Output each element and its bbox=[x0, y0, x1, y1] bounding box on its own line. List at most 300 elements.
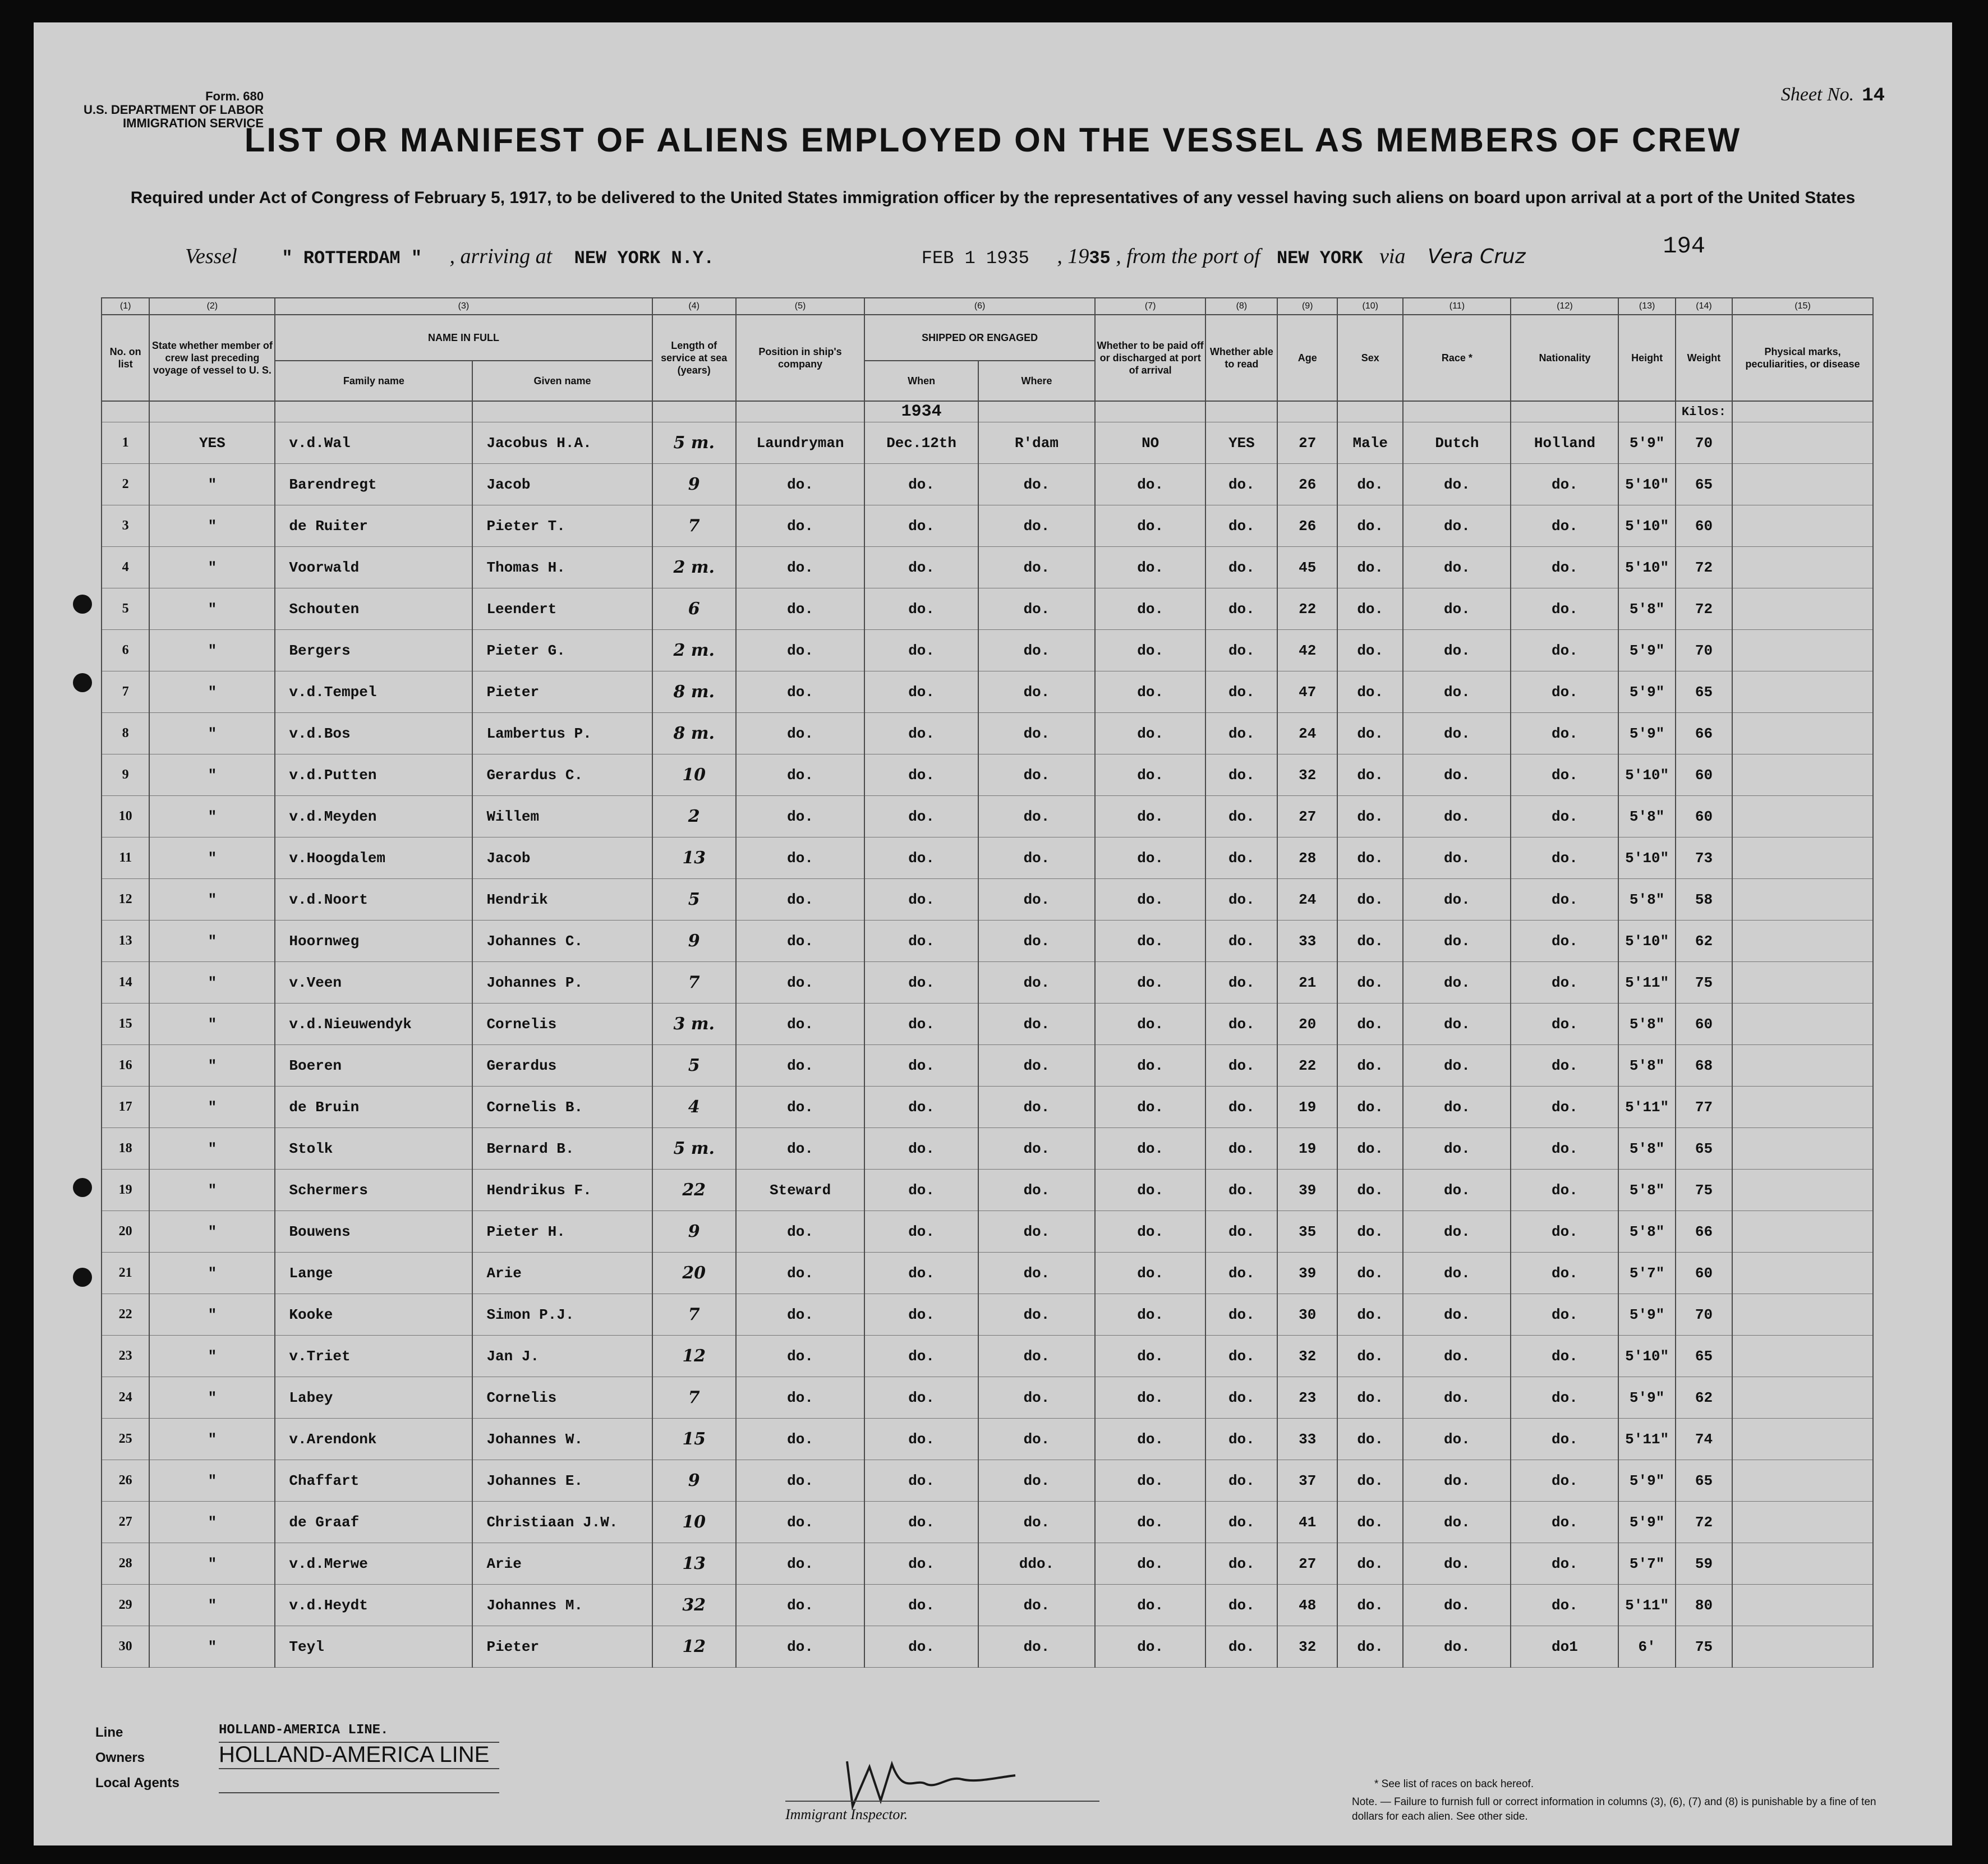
cell-family: Chaffart bbox=[275, 1460, 472, 1502]
cell-family: v.d.Tempel bbox=[275, 671, 472, 713]
cell-when: do. bbox=[864, 754, 978, 796]
cell-service: 22 bbox=[652, 1170, 736, 1211]
cell-no: 13 bbox=[102, 921, 149, 962]
cell-family: v.d.Wal bbox=[275, 422, 472, 464]
cell-physical bbox=[1732, 1253, 1873, 1294]
cell-no: 23 bbox=[102, 1336, 149, 1377]
crew-row bbox=[102, 464, 1873, 505]
crew-row bbox=[102, 1336, 1873, 1377]
cell-nationality: do1 bbox=[1511, 1626, 1618, 1668]
cell-when: do. bbox=[864, 796, 978, 837]
cell-physical bbox=[1732, 713, 1873, 754]
cell-read: do. bbox=[1205, 505, 1277, 547]
cell-when: do. bbox=[864, 630, 978, 671]
cell-service: 7 bbox=[652, 962, 736, 1004]
cell-age: 35 bbox=[1277, 1211, 1337, 1253]
cell-paid: do. bbox=[1095, 505, 1205, 547]
cell-sex: do. bbox=[1337, 1087, 1403, 1128]
cell-race: do. bbox=[1403, 1502, 1511, 1543]
cell-service: 7 bbox=[652, 1294, 736, 1336]
cell-read: do. bbox=[1205, 1087, 1277, 1128]
cell-read: do. bbox=[1205, 1585, 1277, 1626]
cell-where: do. bbox=[978, 1626, 1095, 1668]
cell-read: do. bbox=[1205, 547, 1277, 588]
cell-weight: 75 bbox=[1676, 1626, 1732, 1668]
cell-position: do. bbox=[736, 796, 864, 837]
cell-read: do. bbox=[1205, 754, 1277, 796]
cell-read: do. bbox=[1205, 1419, 1277, 1460]
crew-row bbox=[102, 754, 1873, 796]
cell-nationality: do. bbox=[1511, 1377, 1618, 1419]
cell-read: do. bbox=[1205, 1128, 1277, 1170]
cell-nationality: do. bbox=[1511, 754, 1618, 796]
cell-weight: 62 bbox=[1676, 1377, 1732, 1419]
agents-rule bbox=[219, 1792, 499, 1793]
cell-nationality: do. bbox=[1511, 1460, 1618, 1502]
cell-read: do. bbox=[1205, 962, 1277, 1004]
sheet-number bbox=[1781, 84, 1885, 107]
cell-member: " bbox=[149, 796, 275, 837]
cell-given: Christiaan J.W. bbox=[472, 1502, 652, 1543]
cell-position: do. bbox=[736, 1585, 864, 1626]
cell-where: do. bbox=[978, 1585, 1095, 1626]
crew-row bbox=[102, 1211, 1873, 1253]
cell-nationality: do. bbox=[1511, 630, 1618, 671]
cell-when: do. bbox=[864, 1170, 978, 1211]
cell-member: " bbox=[149, 879, 275, 921]
cell-nationality: do. bbox=[1511, 1170, 1618, 1211]
binder-hole bbox=[73, 673, 92, 692]
cell-weight: 70 bbox=[1676, 630, 1732, 671]
cell-read: do. bbox=[1205, 713, 1277, 754]
cell-where: do. bbox=[978, 1253, 1095, 1294]
cell-paid: do. bbox=[1095, 547, 1205, 588]
crew-table bbox=[101, 297, 1874, 1668]
cell-position: do. bbox=[736, 1045, 864, 1087]
cell-sex: do. bbox=[1337, 1460, 1403, 1502]
cell-where: do. bbox=[978, 1460, 1095, 1502]
cell-no: 5 bbox=[102, 588, 149, 630]
cell-nationality: do. bbox=[1511, 1004, 1618, 1045]
binder-hole bbox=[73, 1268, 92, 1287]
cell-family: Hoornweg bbox=[275, 921, 472, 962]
cell-read: do. bbox=[1205, 671, 1277, 713]
cell-sex: do. bbox=[1337, 796, 1403, 837]
cell-nationality: do. bbox=[1511, 1253, 1618, 1294]
cell-no: 16 bbox=[102, 1045, 149, 1087]
cell-race: do. bbox=[1403, 1585, 1511, 1626]
cell-when: do. bbox=[864, 1128, 978, 1170]
cell-where: ddo. bbox=[978, 1543, 1095, 1585]
vessel-name: " ROTTERDAM " bbox=[282, 248, 422, 269]
cell-member: " bbox=[149, 837, 275, 879]
cell-when: do. bbox=[864, 1294, 978, 1336]
cell-service: 7 bbox=[652, 1377, 736, 1419]
cell-member: " bbox=[149, 1004, 275, 1045]
cell-position: do. bbox=[736, 588, 864, 630]
cell-when: do. bbox=[864, 1626, 978, 1668]
cell-service: 13 bbox=[652, 837, 736, 879]
form-number: Form. 680 bbox=[205, 89, 264, 103]
cell-read: do. bbox=[1205, 1253, 1277, 1294]
cell-paid: do. bbox=[1095, 1585, 1205, 1626]
cell-race: do. bbox=[1403, 1087, 1511, 1128]
cell-position: do. bbox=[736, 921, 864, 962]
header-no: No. on list bbox=[102, 315, 149, 401]
cell-given: Johannes E. bbox=[472, 1460, 652, 1502]
cell-service: 7 bbox=[652, 505, 736, 547]
cell-position: do. bbox=[736, 505, 864, 547]
cell-service: 10 bbox=[652, 754, 736, 796]
cell-weight: 65 bbox=[1676, 671, 1732, 713]
cell-age: 33 bbox=[1277, 921, 1337, 962]
header-sex: Sex bbox=[1337, 315, 1403, 401]
cell-nationality: do. bbox=[1511, 713, 1618, 754]
cell-where: do. bbox=[978, 1336, 1095, 1377]
cell-given: Hendrik bbox=[472, 879, 652, 921]
cell-family: v.d.Putten bbox=[275, 754, 472, 796]
cell-race: do. bbox=[1403, 879, 1511, 921]
cell-service: 12 bbox=[652, 1336, 736, 1377]
cell-age: 32 bbox=[1277, 754, 1337, 796]
cell-family: Bouwens bbox=[275, 1211, 472, 1253]
cell-member: " bbox=[149, 1170, 275, 1211]
cell-height: 5'8" bbox=[1618, 1211, 1675, 1253]
agents-label: Local Agents bbox=[95, 1775, 180, 1791]
cell-where: do. bbox=[978, 879, 1095, 921]
cell-race: do. bbox=[1403, 1045, 1511, 1087]
cell-sex: do. bbox=[1337, 1004, 1403, 1045]
cell-no: 1 bbox=[102, 422, 149, 464]
cell-physical bbox=[1732, 921, 1873, 962]
cell-when: do. bbox=[864, 1543, 978, 1585]
header-read: Whether able to read bbox=[1205, 315, 1277, 401]
cell-read: do. bbox=[1205, 588, 1277, 630]
cell-physical bbox=[1732, 1585, 1873, 1626]
cell-age: 22 bbox=[1277, 1045, 1337, 1087]
cell-when: do. bbox=[864, 1502, 978, 1543]
cell-race: do. bbox=[1403, 1170, 1511, 1211]
cell-weight: 60 bbox=[1676, 754, 1732, 796]
cell-member: " bbox=[149, 962, 275, 1004]
arrival-date: FEB 1 1935 bbox=[921, 248, 1029, 269]
year-prefix: , 19 bbox=[1057, 245, 1089, 268]
manifest-sheet bbox=[34, 22, 1952, 1845]
cell-sex: do. bbox=[1337, 754, 1403, 796]
cell-no: 10 bbox=[102, 796, 149, 837]
cell-weight: 60 bbox=[1676, 505, 1732, 547]
cell-paid: do. bbox=[1095, 1460, 1205, 1502]
col-number: (6) bbox=[864, 298, 1095, 315]
cell-position: do. bbox=[736, 630, 864, 671]
unit-row bbox=[102, 401, 1873, 422]
cell-race: do. bbox=[1403, 1294, 1511, 1336]
service-name: IMMIGRATION SERVICE bbox=[123, 116, 264, 130]
line-label: Line bbox=[95, 1725, 123, 1740]
cell-height: 5'9" bbox=[1618, 630, 1675, 671]
cell-race: do. bbox=[1403, 1253, 1511, 1294]
cell-family: Voorwald bbox=[275, 547, 472, 588]
cell-race: do. bbox=[1403, 1460, 1511, 1502]
cell-physical bbox=[1732, 630, 1873, 671]
cell-given: Johannes M. bbox=[472, 1585, 652, 1626]
cell-when: do. bbox=[864, 547, 978, 588]
cell-weight: 75 bbox=[1676, 962, 1732, 1004]
cell-no: 2 bbox=[102, 464, 149, 505]
cell-nationality: do. bbox=[1511, 671, 1618, 713]
cell-physical bbox=[1732, 671, 1873, 713]
cell-position: do. bbox=[736, 837, 864, 879]
cell-race: do. bbox=[1403, 1211, 1511, 1253]
cell-height: 5'11" bbox=[1618, 1419, 1675, 1460]
cell-height: 5'10" bbox=[1618, 921, 1675, 962]
cell-age: 24 bbox=[1277, 879, 1337, 921]
cell-physical bbox=[1732, 1211, 1873, 1253]
cell-race: do. bbox=[1403, 1626, 1511, 1668]
cell-sex: Male bbox=[1337, 422, 1403, 464]
cell-nationality: Holland bbox=[1511, 422, 1618, 464]
page-title: LIST OR MANIFEST OF ALIENS EMPLOYED ON THE VESSEL AS MEMBERS OF CREW bbox=[244, 121, 1742, 159]
cell-age: 47 bbox=[1277, 671, 1337, 713]
cell-sex: do. bbox=[1337, 1377, 1403, 1419]
cell-given: Jan J. bbox=[472, 1336, 652, 1377]
cell-no: 18 bbox=[102, 1128, 149, 1170]
cell-paid: do. bbox=[1095, 1087, 1205, 1128]
cell-physical bbox=[1732, 796, 1873, 837]
cell-where: do. bbox=[978, 1211, 1095, 1253]
sheet-number-value: 14 bbox=[1862, 85, 1885, 107]
header-nationality: Nationality bbox=[1511, 315, 1618, 401]
cell-nationality: do. bbox=[1511, 962, 1618, 1004]
cell-physical bbox=[1732, 1460, 1873, 1502]
cell-member: " bbox=[149, 1502, 275, 1543]
cell-race: do. bbox=[1403, 796, 1511, 837]
cell-weight: 65 bbox=[1676, 464, 1732, 505]
cell-family: Boeren bbox=[275, 1045, 472, 1087]
cell-position: do. bbox=[736, 1253, 864, 1294]
cell-service: 6 bbox=[652, 588, 736, 630]
vessel-label: Vessel bbox=[185, 245, 237, 268]
cell-height: 5'10" bbox=[1618, 754, 1675, 796]
cell-where: do. bbox=[978, 464, 1095, 505]
cell-age: 24 bbox=[1277, 713, 1337, 754]
cell-age: 39 bbox=[1277, 1253, 1337, 1294]
cell-physical bbox=[1732, 837, 1873, 879]
cell-paid: do. bbox=[1095, 671, 1205, 713]
cell-paid: do. bbox=[1095, 1543, 1205, 1585]
cell-position: do. bbox=[736, 1377, 864, 1419]
cell-height: 5'9" bbox=[1618, 713, 1675, 754]
line-field bbox=[95, 1723, 389, 1741]
cell-given: Pieter G. bbox=[472, 630, 652, 671]
cell-height: 5'8" bbox=[1618, 879, 1675, 921]
cell-where: do. bbox=[978, 1087, 1095, 1128]
cell-nationality: do. bbox=[1511, 1211, 1618, 1253]
cell-race: do. bbox=[1403, 1419, 1511, 1460]
line-value: HOLLAND-AMERICA LINE. bbox=[219, 1723, 389, 1738]
cell-weight: 58 bbox=[1676, 879, 1732, 921]
cell-physical bbox=[1732, 962, 1873, 1004]
cell-weight: 74 bbox=[1676, 1419, 1732, 1460]
cell-read: YES bbox=[1205, 422, 1277, 464]
cell-no: 30 bbox=[102, 1626, 149, 1668]
cell-age: 20 bbox=[1277, 1004, 1337, 1045]
cell-race: Dutch bbox=[1403, 422, 1511, 464]
cell-when: do. bbox=[864, 505, 978, 547]
inspector-signature bbox=[836, 1745, 1021, 1812]
page-subtitle: Required under Act of Congress of February 5, 1917, to be delivered to the United States immigration officer by the representatives of any vessel having such aliens on board upon arrival at a port of the United States bbox=[130, 188, 1856, 207]
cell-weight: 80 bbox=[1676, 1585, 1732, 1626]
cell-age: 19 bbox=[1277, 1128, 1337, 1170]
cell-paid: do. bbox=[1095, 837, 1205, 879]
cell-when: do. bbox=[864, 1336, 978, 1377]
cell-when: do. bbox=[864, 671, 978, 713]
cell-sex: do. bbox=[1337, 1419, 1403, 1460]
cell-position: do. bbox=[736, 962, 864, 1004]
cell-nationality: do. bbox=[1511, 1045, 1618, 1087]
cell-weight: 68 bbox=[1676, 1045, 1732, 1087]
cell-service: 2 bbox=[652, 796, 736, 837]
cell-service: 9 bbox=[652, 921, 736, 962]
cell-race: do. bbox=[1403, 505, 1511, 547]
cell-where: do. bbox=[978, 796, 1095, 837]
cell-family: v.d.Bos bbox=[275, 713, 472, 754]
cell-member: " bbox=[149, 1377, 275, 1419]
cell-age: 33 bbox=[1277, 1419, 1337, 1460]
cell-where: do. bbox=[978, 1004, 1095, 1045]
header-name: NAME IN FULL bbox=[275, 315, 652, 361]
cell-when: Dec.12th bbox=[864, 422, 978, 464]
cell-where: do. bbox=[978, 505, 1095, 547]
cell-physical bbox=[1732, 1502, 1873, 1543]
cell-no: 8 bbox=[102, 713, 149, 754]
cell-read: do. bbox=[1205, 1004, 1277, 1045]
cell-age: 37 bbox=[1277, 1460, 1337, 1502]
cell-given: Johannes P. bbox=[472, 962, 652, 1004]
cell-weight: 70 bbox=[1676, 1294, 1732, 1336]
cell-service: 8 m. bbox=[652, 713, 736, 754]
cell-position: do. bbox=[736, 671, 864, 713]
cell-nationality: do. bbox=[1511, 1543, 1618, 1585]
cell-race: do. bbox=[1403, 588, 1511, 630]
cell-position: do. bbox=[736, 464, 864, 505]
cell-physical bbox=[1732, 754, 1873, 796]
header-weight: Weight bbox=[1676, 315, 1732, 401]
cell-no: 27 bbox=[102, 1502, 149, 1543]
cell-race: do. bbox=[1403, 1128, 1511, 1170]
cell-where: do. bbox=[978, 1502, 1095, 1543]
arriving-label: , arriving at bbox=[449, 245, 553, 268]
header-when: When bbox=[864, 361, 978, 401]
cell-age: 26 bbox=[1277, 505, 1337, 547]
col-number: (10) bbox=[1337, 298, 1403, 315]
cell-read: do. bbox=[1205, 1336, 1277, 1377]
cell-physical bbox=[1732, 1004, 1873, 1045]
cell-nationality: do. bbox=[1511, 505, 1618, 547]
owners-value: HOLLAND-AMERICA LINE bbox=[219, 1742, 490, 1767]
cell-family: v.Arendonk bbox=[275, 1419, 472, 1460]
cell-position: Steward bbox=[736, 1170, 864, 1211]
cell-when: do. bbox=[864, 464, 978, 505]
col-number: (12) bbox=[1511, 298, 1618, 315]
header-row bbox=[102, 315, 1873, 361]
cell-paid: do. bbox=[1095, 1626, 1205, 1668]
crew-row bbox=[102, 837, 1873, 879]
owners-label: Owners bbox=[95, 1750, 145, 1765]
cell-family: v.Hoogdalem bbox=[275, 837, 472, 879]
cell-physical bbox=[1732, 1336, 1873, 1377]
cell-paid: do. bbox=[1095, 1211, 1205, 1253]
cell-service: 9 bbox=[652, 1460, 736, 1502]
cell-no: 20 bbox=[102, 1211, 149, 1253]
cell-race: do. bbox=[1403, 630, 1511, 671]
cell-sex: do. bbox=[1337, 713, 1403, 754]
cell-race: do. bbox=[1403, 1543, 1511, 1585]
header-age: Age bbox=[1277, 315, 1337, 401]
crew-row bbox=[102, 1543, 1873, 1585]
cell-age: 19 bbox=[1277, 1087, 1337, 1128]
crew-row bbox=[102, 1502, 1873, 1543]
cell-height: 5'11" bbox=[1618, 1087, 1675, 1128]
header-service: Length of service at sea (years) bbox=[652, 315, 736, 401]
inspector-label: Immigrant Inspector. bbox=[785, 1806, 908, 1822]
vessel-line bbox=[185, 244, 1526, 269]
col-number: (9) bbox=[1277, 298, 1337, 315]
col-number: (1) bbox=[102, 298, 149, 315]
cell-sex: do. bbox=[1337, 1128, 1403, 1170]
cell-where: do. bbox=[978, 1377, 1095, 1419]
cell-no: 11 bbox=[102, 837, 149, 879]
cell-member: " bbox=[149, 630, 275, 671]
cell-when: do. bbox=[864, 1377, 978, 1419]
cell-where: do. bbox=[978, 837, 1095, 879]
cell-sex: do. bbox=[1337, 1585, 1403, 1626]
cell-weight: 66 bbox=[1676, 1211, 1732, 1253]
header-paid: Whether to be paid off or discharged at port of arrival bbox=[1095, 315, 1205, 401]
cell-read: do. bbox=[1205, 630, 1277, 671]
cell-sex: do. bbox=[1337, 464, 1403, 505]
cell-height: 5'9" bbox=[1618, 1460, 1675, 1502]
cell-weight: 65 bbox=[1676, 1128, 1732, 1170]
cell-position: do. bbox=[736, 879, 864, 921]
cell-weight: 60 bbox=[1676, 796, 1732, 837]
arriving-port: NEW YORK N.Y. bbox=[574, 248, 715, 269]
cell-service: 20 bbox=[652, 1253, 736, 1294]
cell-race: do. bbox=[1403, 547, 1511, 588]
cell-position: do. bbox=[736, 1087, 864, 1128]
cell-read: do. bbox=[1205, 921, 1277, 962]
cell-paid: do. bbox=[1095, 1419, 1205, 1460]
cell-given: Simon P.J. bbox=[472, 1294, 652, 1336]
cell-service: 9 bbox=[652, 1211, 736, 1253]
cell-weight: 77 bbox=[1676, 1087, 1732, 1128]
cell-when: do. bbox=[864, 1211, 978, 1253]
cell-sex: do. bbox=[1337, 962, 1403, 1004]
cell-height: 5'11" bbox=[1618, 1585, 1675, 1626]
cell-age: 27 bbox=[1277, 422, 1337, 464]
header-shipped: SHIPPED OR ENGAGED bbox=[864, 315, 1095, 361]
cell-when: do. bbox=[864, 837, 978, 879]
cell-member: " bbox=[149, 1419, 275, 1460]
cell-when: do. bbox=[864, 1460, 978, 1502]
cell-paid: do. bbox=[1095, 1377, 1205, 1419]
cell-member: " bbox=[149, 1336, 275, 1377]
cell-sex: do. bbox=[1337, 588, 1403, 630]
cell-service: 5 bbox=[652, 879, 736, 921]
cell-service: 2 m. bbox=[652, 547, 736, 588]
cell-family: v.d.Nieuwendyk bbox=[275, 1004, 472, 1045]
header-physical: Physical marks, peculiarities, or disease bbox=[1732, 315, 1873, 401]
